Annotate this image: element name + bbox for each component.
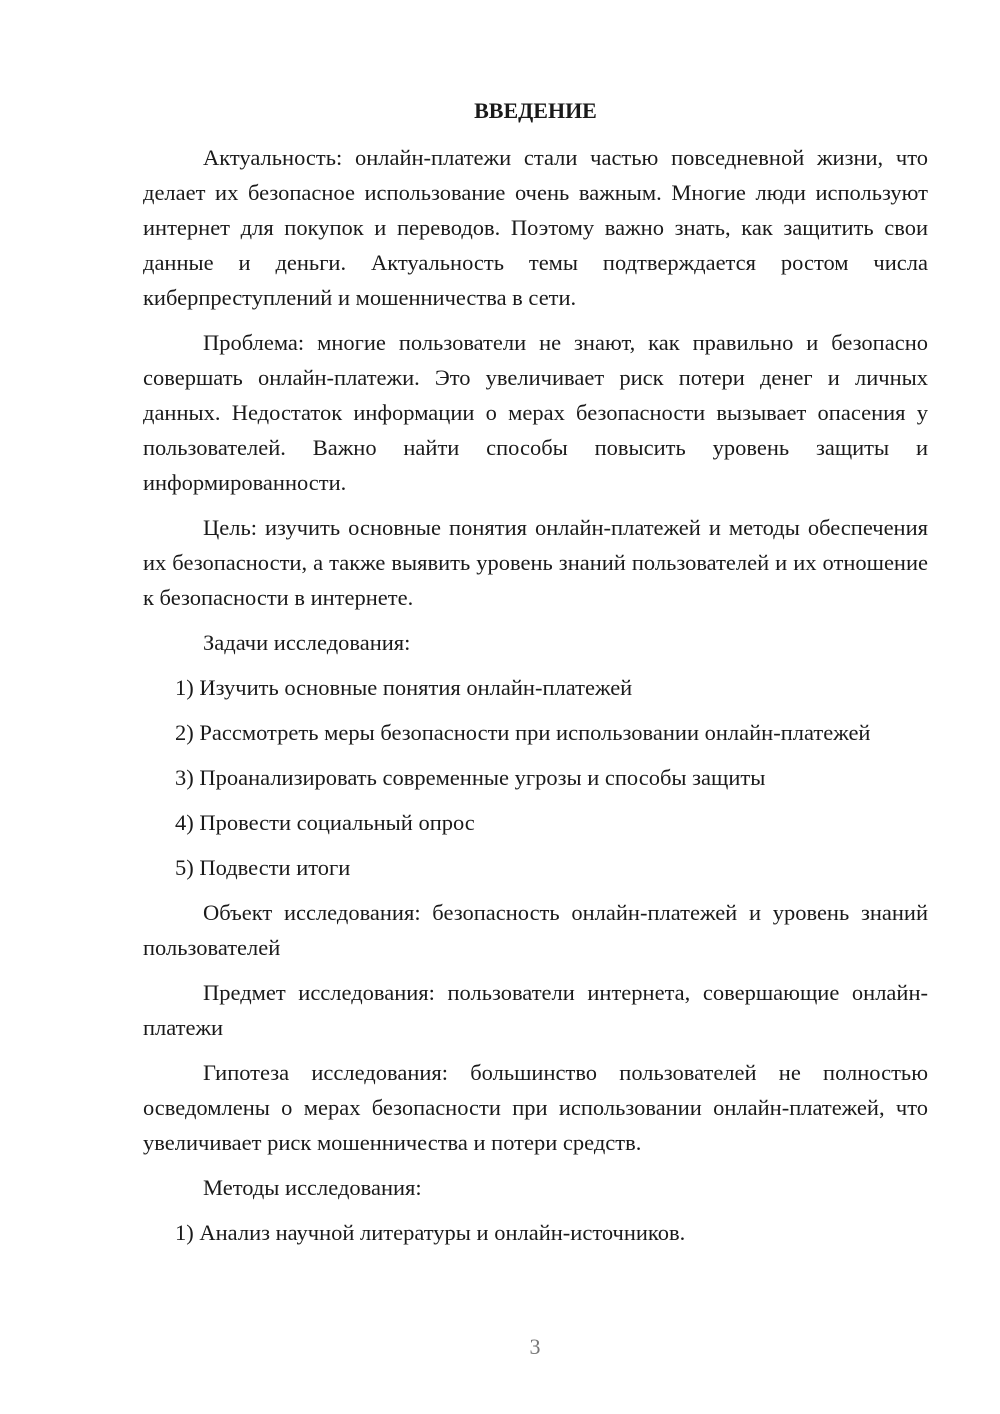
task-item-1: 1) Изучить основные понятия онлайн-платежей <box>175 675 633 700</box>
paragraph-goal: Цель: изучить основные понятия онлайн-платежей и методы обеспечения их безопасности, а также выявить уровень знаний пользователей и их отношение к безопасности в интернете. <box>143 515 928 610</box>
document-body <box>143 140 928 1260</box>
paragraph-subject: Предмет исследования: пользователи интернета, совершающие онлайн-платежи <box>143 980 928 1040</box>
paragraph-tasks-heading: Задачи исследования: <box>203 630 411 655</box>
paragraph-problem: Проблема: многие пользователи не знают, как правильно и безопасно совершать онлайн-платежи. Это увеличивает риск потери денег и личных данных. Недостаток информации о мерах безопасности вызывает опасения у пользователей. Важно найти способы повысить уровень защиты и информированности. <box>143 330 928 495</box>
method-item-1: 1) Анализ научной литературы и онлайн-источников. <box>175 1220 686 1245</box>
paragraph-relevance: Актуальность: онлайн-платежи стали частью повседневной жизни, что делает их безопасное использование очень важным. Многие люди используют интернет для покупок и переводов. Поэтому важно знать, как защитить свои данные и деньги. Актуальность темы подтверждается ростом числа киберпреступлений и мошенничества в сети. <box>143 145 928 310</box>
task-item-4: 4) Провести социальный опрос <box>175 810 475 835</box>
task-item-2: 2) Рассмотреть меры безопасности при использовании онлайн-платежей <box>175 720 871 745</box>
task-item-3: 3) Проанализировать современные угрозы и способы защиты <box>175 765 766 790</box>
page-number: 3 <box>529 1334 541 1359</box>
paragraph-object: Объект исследования: безопасность онлайн-платежей и уровень знаний пользователей <box>143 900 928 960</box>
paragraph-methods-heading: Методы исследования: <box>203 1175 422 1200</box>
task-item-5: 5) Подвести итоги <box>175 855 351 880</box>
paragraph-hypothesis: Гипотеза исследования: большинство пользователей не полностью осведомлены о мерах безопасности при использовании онлайн-платежей, что увеличивает риск мошенничества и потери средств. <box>143 1060 928 1155</box>
page-title: ВВЕДЕНИЕ <box>474 98 597 123</box>
